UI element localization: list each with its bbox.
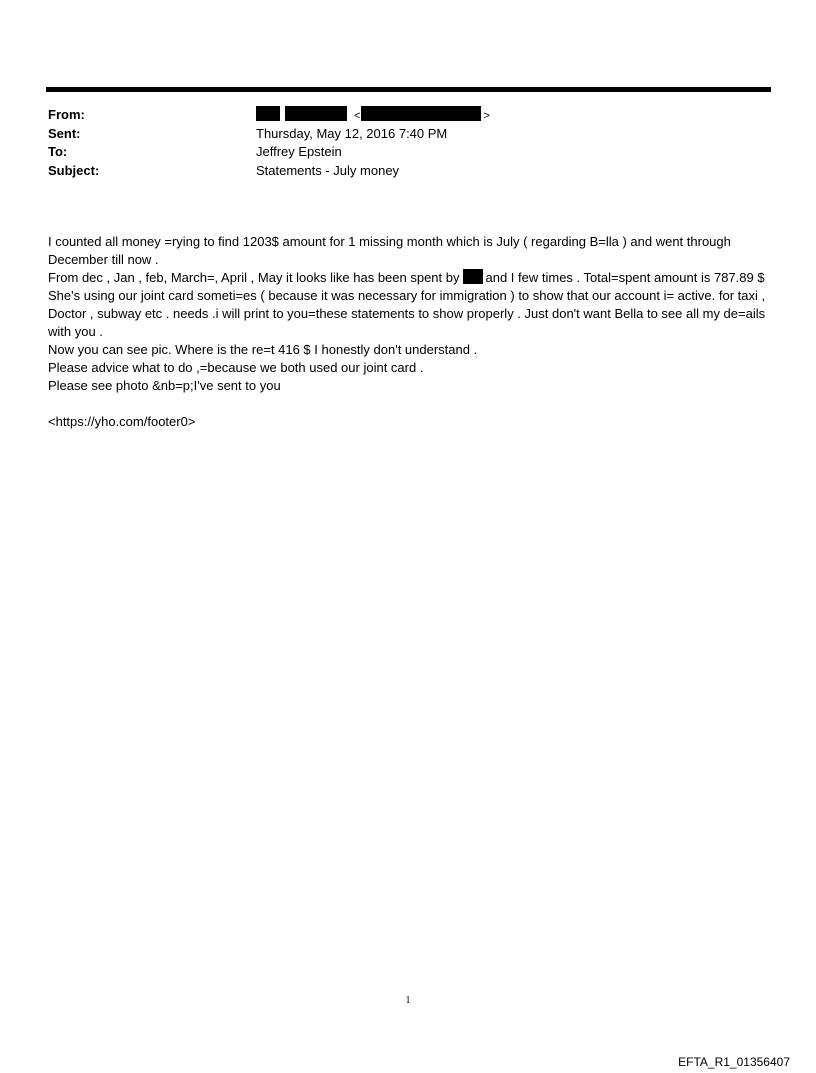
to-value: Jeffrey Epstein (256, 144, 342, 159)
sent-value: Thursday, May 12, 2016 7:40 PM (256, 125, 448, 141)
subject-value: Statements - July money (256, 162, 400, 178)
redaction-block (285, 106, 347, 121)
sent-row (48, 125, 768, 144)
body-paragraph: Now you can see pic. Where is the re=t 416 $ I honestly don't understand . (48, 342, 478, 357)
from-close-angle: > (483, 110, 490, 122)
from-value (256, 106, 490, 126)
to-row (48, 143, 768, 162)
document-id: EFTA_R1_01356407 (678, 1055, 790, 1069)
footer-link[interactable]: <https://yho.com/footer0> (48, 414, 196, 429)
body-paragraph (48, 269, 772, 341)
body-paragraph: Please see photo &nb=p;I've sent to you (48, 378, 281, 393)
blank-line (48, 395, 772, 413)
subject-row (48, 162, 768, 181)
body-text-segment: From dec , Jan , feb, March=, April , May it looks like has been spent by (48, 270, 460, 285)
sent-label: Sent: (48, 125, 81, 141)
from-row (48, 106, 768, 125)
redaction-block (361, 106, 481, 121)
from-label: From: (48, 107, 85, 122)
email-body (48, 233, 772, 431)
from-open-angle: < (354, 110, 361, 122)
email-header (48, 106, 768, 180)
subject-label: Subject: (48, 162, 100, 178)
redaction-block (256, 106, 280, 121)
body-text-segment: and I few times . Total=spent amount is 787.89 $ She's using our joint card someti=es ( because it was necessary for immigration ) to show that our account i= active. for taxi , Doctor , subway etc . needs .i will print to you=these statements to show properly . Just don't want Bella to see all my de=ails with you . (48, 270, 766, 339)
body-paragraph: Please advice what to do ,=because we both used our joint card . (48, 360, 424, 375)
page-number: 1 (405, 995, 411, 1006)
header-divider (46, 87, 771, 92)
body-paragraph: I counted all money =rying to find 1203$ amount for 1 missing month which is July ( regarding B=lla ) and went through December till now . (48, 234, 731, 267)
to-label: To: (48, 144, 68, 159)
redaction-block (463, 269, 483, 284)
